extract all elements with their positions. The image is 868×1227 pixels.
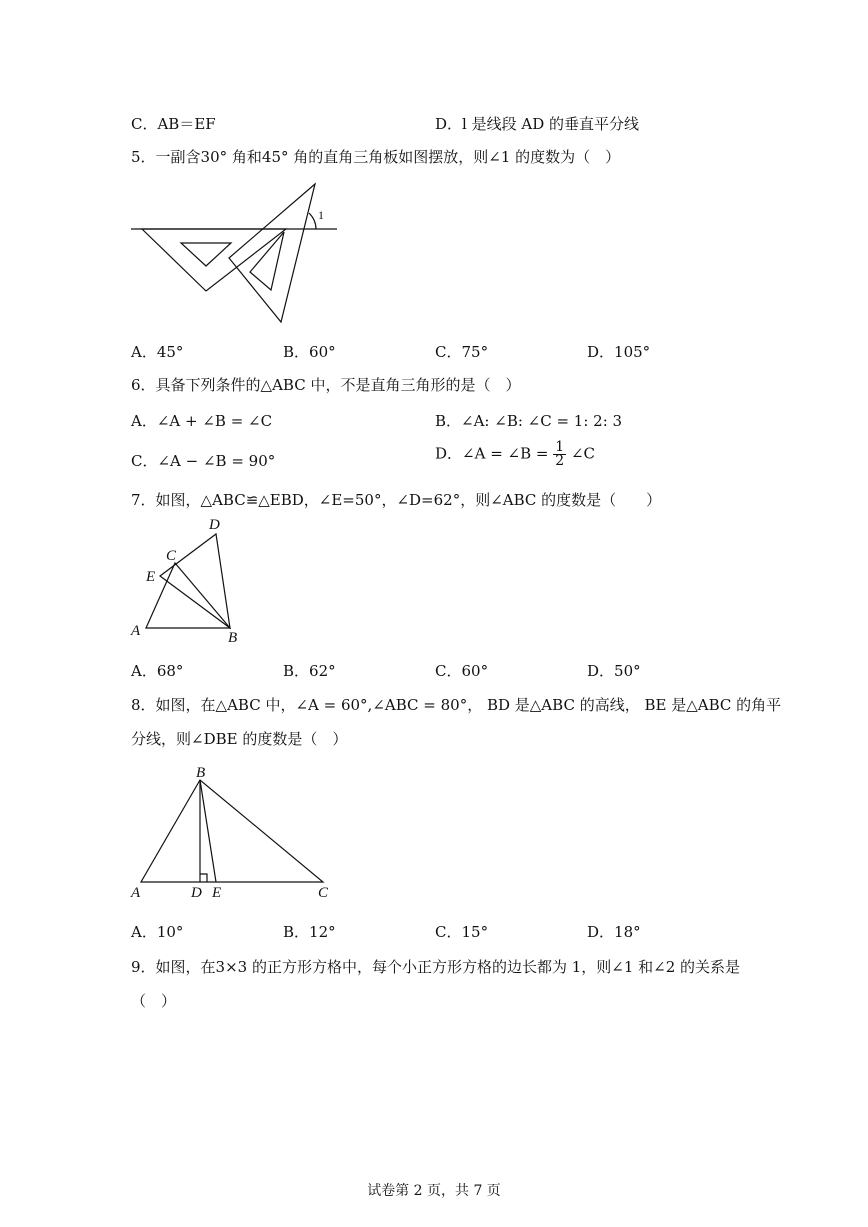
q5-triangle-30-inner — [250, 232, 284, 290]
q5-triangle-45-inner — [181, 243, 231, 266]
q7-triangle-ebd — [160, 534, 230, 628]
q6-stem: 6．具备下列条件的△ABC 中，不是直角三角形的是（ ） — [131, 376, 521, 394]
q8-label-d: D — [191, 885, 202, 901]
q5-option-a: A．45° — [131, 343, 184, 361]
q8-triangle-abc — [141, 780, 323, 882]
q7-triangle-abc — [146, 563, 230, 628]
q8-bisector-be — [200, 780, 216, 882]
q8-right-angle-mark — [200, 874, 207, 882]
q5-option-b: B．60° — [283, 343, 336, 361]
q5-stem: 5．一副含30° 角和45° 角的直角三角板如图摆放，则∠1 的度数为（ ） — [131, 148, 621, 166]
q6-option-c: C．∠A − ∠B = 90° — [131, 452, 276, 470]
q5-triangle-45 — [142, 229, 286, 291]
q7-label-d: D — [209, 517, 220, 533]
q6-option-a: A．∠A + ∠B = ∠C — [131, 412, 273, 430]
q8-option-b: B．12° — [283, 923, 336, 941]
q8-stem-line1: 8．如图，在△ABC 中，∠A = 60°,∠ABC = 80°， BD 是△ABC 的高线， BE 是△ABC 的角平 — [131, 696, 782, 714]
fraction-denominator: 2 — [555, 453, 565, 469]
q6-option-d — [435, 441, 595, 468]
q6-option-d-prefix: D．∠A = ∠B = — [435, 444, 549, 463]
option-c-prev: C．AB＝EF — [131, 115, 216, 133]
q8-option-d: D．18° — [587, 923, 641, 941]
q8-option-a: A．10° — [131, 923, 184, 941]
q5-angle-label: 1 — [318, 208, 324, 222]
q7-option-d: D．50° — [587, 662, 641, 680]
q8-label-a: A — [131, 885, 141, 901]
q6-option-d-suffix: ∠C — [570, 444, 595, 463]
q7-label-b: B — [228, 630, 238, 646]
q5-option-d: D．105° — [587, 343, 651, 361]
q9-stem-line1: 9．如图，在3×3 的正方形方格中，每个小正方形方格的边长都为 1，则∠1 和∠2 的关系是 — [131, 958, 741, 976]
q8-label-c: C — [318, 885, 329, 901]
q8-option-c: C．15° — [435, 923, 489, 941]
fraction-numerator: 1 — [555, 439, 565, 455]
q7-label-c: C — [166, 548, 177, 564]
option-d-prev: D．l 是线段 AD 的垂直平分线 — [435, 115, 639, 133]
q7-option-b: B．62° — [283, 662, 336, 680]
q5-triangle-30 — [229, 184, 315, 322]
q9-stem-line2: （ ） — [131, 992, 177, 1010]
q8-stem-line2: 分线，则∠DBE 的度数是（ ） — [131, 730, 348, 748]
q8-label-e: E — [212, 885, 222, 901]
q7-option-a: A．68° — [131, 662, 184, 680]
page-footer: 试卷第 2 页，共 7 页 — [367, 1183, 501, 1199]
q8-label-b: B — [196, 765, 206, 781]
q5-option-c: C．75° — [435, 343, 489, 361]
q7-label-e: E — [146, 569, 156, 585]
q7-stem: 7．如图，△ABC≌△EBD，∠E=50°，∠D=62°，则∠ABC 的度数是（ ） — [131, 491, 662, 509]
q7-label-a: A — [131, 623, 141, 639]
q6-option-b: B．∠A: ∠B: ∠C = 1: 2: 3 — [435, 412, 623, 430]
q7-option-c: C．60° — [435, 662, 489, 680]
q6-option-d-fraction — [553, 441, 566, 468]
q5-angle-arc — [309, 213, 316, 229]
